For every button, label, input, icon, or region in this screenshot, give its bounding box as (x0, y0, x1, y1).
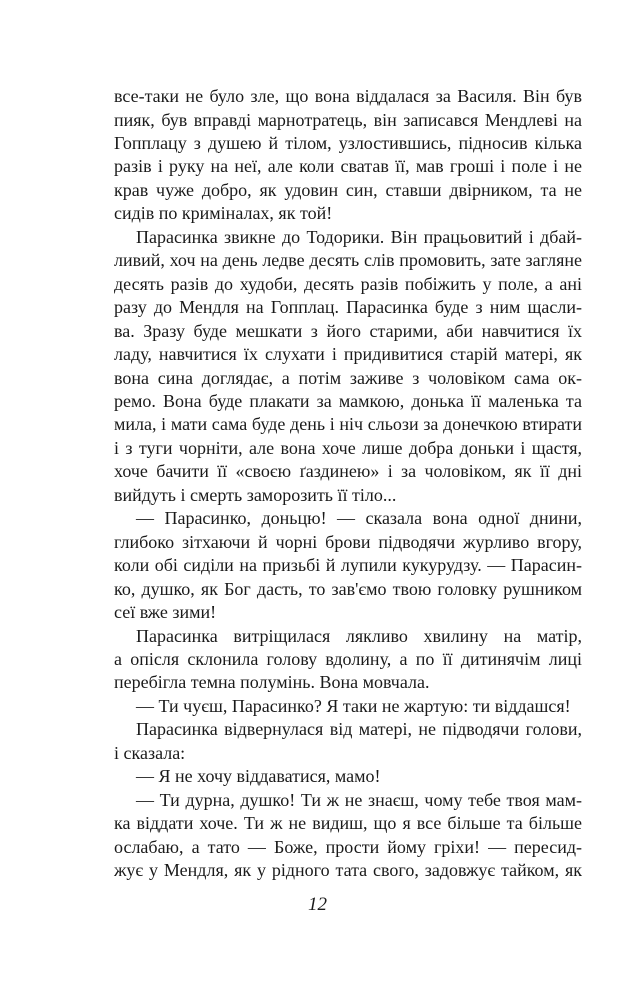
text-line: все-таки не було зле, що вона віддалася за Василя. Він був (114, 86, 582, 106)
text-line: ко, душко, як Бог дасть, то зав'ємо твою головку рушником (114, 578, 582, 599)
text-line: а опісля склонила голову вдолину, а по її дитинячім лиці (114, 648, 582, 669)
text-line: ладу, навчитися їх слухати і придивитися старій матері, як (114, 344, 582, 364)
text-line: вона сина доглядає, а потім заживе з чоловіком сама ок- (114, 367, 582, 388)
text-line: хоче бачити її «своєю ґаздинею» і за чоловіком, як її дні (114, 461, 582, 482)
text-line: коли обі сиділи на призьбі й лупили кукурудзу. — Парасин- (114, 555, 582, 576)
text-line: мила, і мати сама буде день і ніч сльози за донечкою втирати (114, 414, 582, 435)
page-number: 12 (308, 894, 327, 915)
text-line: вийдуть і смерть заморозить її тіло... (114, 484, 397, 505)
text-line: перебігла темна полумінь. Вона мовчала. (114, 672, 430, 693)
text-line: Парасинка звикне до Тодорики. Він працьовитий і дбай- (136, 226, 582, 247)
text-line: — Ти дурна, душко! Ти ж не знаєш, чому тебе твоя мам- (136, 789, 582, 810)
text-line: і сказала: (114, 742, 186, 763)
text-line: і з туги чорніти, але вона хоче лише добра доньки і щастя, (114, 437, 582, 458)
text-line: ка віддати хоче. Ти ж не видиш, що я все більше та більше (114, 813, 582, 834)
text-line: Парасинка відвернулася від матері, не підводячи голови, (136, 719, 582, 740)
text-line: десять разів до худоби, десять разів побіжить у поле, а ані (114, 273, 582, 294)
text-line: — Ти чуєш, Парасинко? Я таки не жартую: ти віддашся! (136, 695, 571, 716)
text-line: разу до Мендля на Гопплац. Парасинка буде з ним щасли- (114, 297, 582, 318)
text-line: глибоко зітхаючи й чорні брови підводячи журливо вгору, (114, 531, 582, 552)
text-line: крав чуже добро, як удовин син, ставши двірником, та не (114, 179, 582, 200)
text-line: — Парасинко, доньцю! — сказала вона одної днини, (136, 508, 582, 529)
text-line: сеї вже зими! (114, 602, 217, 622)
text-line: ливий, хоч на день ледве десять слів промовить, зате загляне (114, 250, 582, 271)
text-line: пияк, був вправді марнотратець, він записався Мендлеві на (114, 109, 582, 130)
text-line: сидів по криміналах, як той! (114, 203, 333, 224)
text-line: разів і руку на неї, але коли сватав її, мав гроші і поле і не (114, 156, 582, 177)
text-line: ремо. Вона буде плакати за мамкою, донька її маленька та (114, 390, 582, 411)
text-line: ва. Зразу буде мешкати з його старими, аби навчитися їх (114, 320, 582, 341)
text-line: ослабаю, а тато — Боже, прости йому гріхи! — пересид- (114, 836, 582, 857)
text-line: жує у Мендля, як у рідного тата свого, задовжує тайком, як (114, 860, 582, 880)
text-line: — Я не хочу віддаватися, мамо! (136, 766, 381, 787)
text-line: Парасинка витріщилася лякливо хвилину на матір, (136, 625, 582, 646)
text-line: Гопплацу з душею й тілом, узлостившись, підносив кілька (114, 132, 582, 153)
